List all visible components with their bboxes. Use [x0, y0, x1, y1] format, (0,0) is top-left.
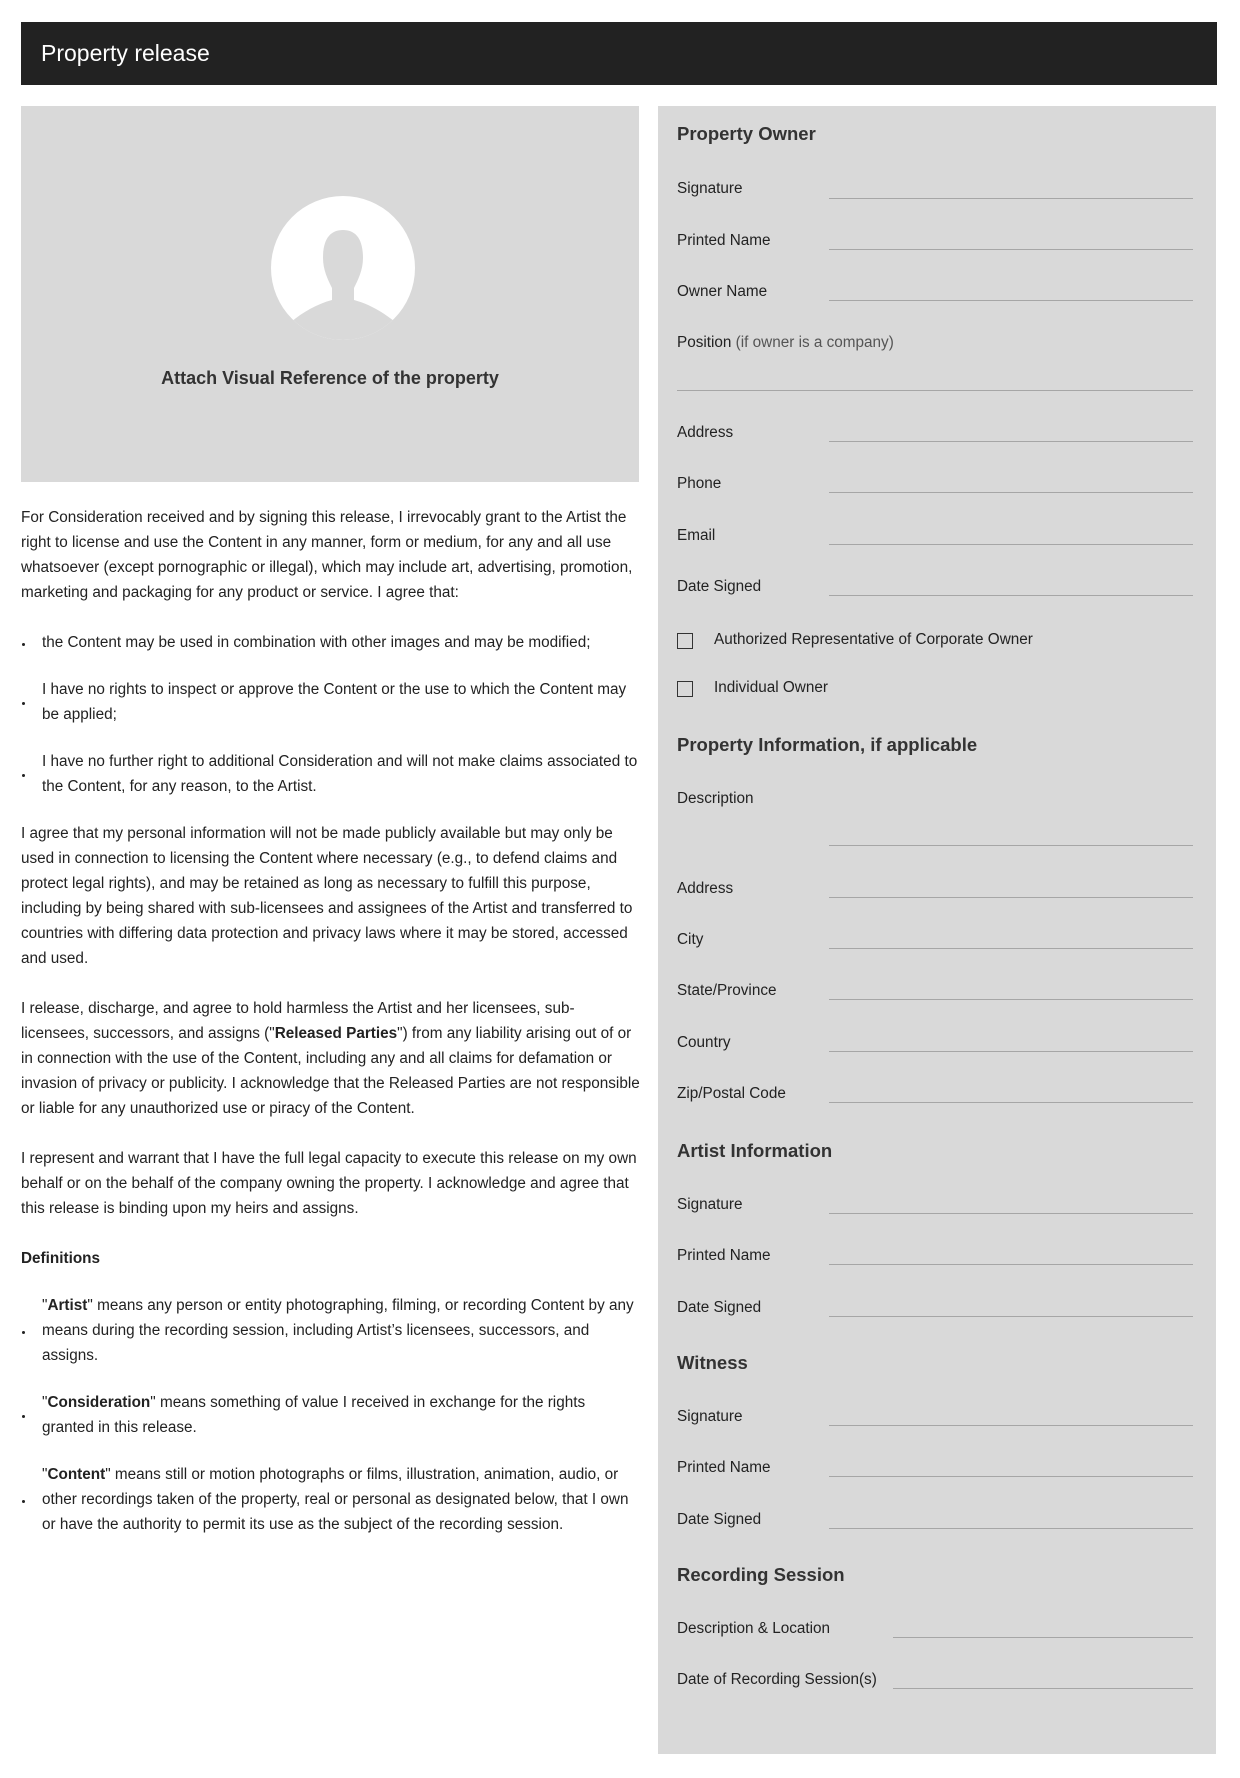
artist-date-signed-field[interactable]	[829, 1316, 1193, 1317]
definition-item: "Consideration" means something of value I received in exchange for the rights granted in this release.	[21, 1390, 641, 1440]
witness-date-signed-field[interactable]	[829, 1528, 1193, 1529]
visual-reference-caption: Attach Visual Reference of the property	[161, 368, 499, 388]
corporate-owner-checkbox-label: Authorized Representative of Corporate Owner	[714, 631, 1033, 648]
property-address-field[interactable]	[829, 897, 1193, 898]
witness-printed-name-label: Printed Name	[677, 1459, 771, 1476]
list-item: the Content may be used in combination with other images and may be modified;	[21, 630, 641, 655]
witness-signature-field[interactable]	[829, 1425, 1193, 1426]
artist-printed-name-field[interactable]	[829, 1264, 1193, 1265]
page-title: Property release	[41, 40, 210, 66]
individual-owner-checkbox[interactable]	[677, 681, 693, 697]
artist-section-title: Artist Information	[677, 1140, 833, 1161]
visual-reference-dropzone[interactable]	[21, 106, 639, 482]
session-description-label: Description & Location	[677, 1620, 831, 1637]
owner-address-field[interactable]	[829, 441, 1193, 442]
owner-printed-name-label: Printed Name	[677, 232, 771, 249]
owner-address-label: Address	[677, 424, 734, 441]
property-city-field[interactable]	[829, 948, 1193, 949]
session-description-field[interactable]	[893, 1637, 1193, 1638]
release-terms	[21, 505, 641, 1559]
owner-position-label: Position (if owner is a company)	[677, 334, 894, 351]
property-section-title: Property Information, if applicable	[677, 734, 978, 755]
witness-printed-name-field[interactable]	[829, 1476, 1193, 1477]
owner-section-title: Property Owner	[677, 123, 816, 144]
property-description-field[interactable]	[829, 845, 1193, 846]
owner-email-field[interactable]	[829, 544, 1193, 545]
property-state-label: State/Province	[677, 982, 777, 999]
artist-date-signed-label: Date Signed	[677, 1299, 762, 1316]
property-address-label: Address	[677, 880, 734, 897]
owner-signature-field[interactable]	[829, 198, 1193, 199]
property-zip-field[interactable]	[829, 1102, 1193, 1103]
definition-item: "Content" means still or motion photographs or films, illustration, animation, audio, or other recordings taken of the property, real or personal as designated below, that I own or have the authority to permit its use as the subject of the recording session.	[21, 1462, 641, 1537]
artist-signature-label: Signature	[677, 1196, 743, 1213]
artist-signature-field[interactable]	[829, 1213, 1193, 1214]
owner-printed-name-field[interactable]	[829, 249, 1193, 250]
property-country-label: Country	[677, 1034, 731, 1051]
session-dates-label: Date of Recording Session(s)	[677, 1671, 877, 1688]
owner-position-note: (if owner is a company)	[731, 334, 894, 351]
property-city-label: City	[677, 931, 704, 948]
list-item: I have no rights to inspect or approve the Content or the use to which the Content may be applied;	[21, 677, 641, 727]
individual-owner-checkbox-label: Individual Owner	[714, 679, 828, 696]
terms-intro: For Consideration received and by signing this release, I irrevocably grant to the Artist the right to license and use the Content in any manner, form or medium, for any and all use whatsoever (except pornographic or illegal), which may include art, advertising, promotion, marketing and packaging for any product or service. I agree that:	[21, 509, 633, 601]
property-zip-label: Zip/Postal Code	[677, 1085, 786, 1102]
owner-date-signed-field[interactable]	[829, 595, 1193, 596]
agree-list	[21, 630, 641, 799]
owner-name-field[interactable]	[829, 300, 1193, 301]
owner-phone-label: Phone	[677, 475, 722, 492]
definitions-title: Definitions	[21, 1250, 101, 1267]
terms-warrant: I represent and warrant that I have the full legal capacity to execute this release on my own behalf or on the behalf of the company owning the property. I acknowledge and agree that this release is binding upon my heirs and assigns.	[21, 1150, 637, 1217]
terms-privacy: I agree that my personal information will not be made publicly available but may only be used in connection to licensing the Content where necessary (e.g., to defend claims and protect legal rights), and may be retained as long as necessary to fulfill this purpose, including by being shared with sub-licensees and assignees of the Artist and transferred to countries with differing data protection and privacy laws where it may be stored, accessed and used.	[21, 825, 633, 967]
form-panel	[658, 106, 1216, 1754]
witness-date-signed-label: Date Signed	[677, 1511, 762, 1528]
released-parties-term: Released Parties	[274, 1025, 398, 1042]
definitions-list	[21, 1293, 641, 1537]
page-header	[21, 22, 1217, 85]
artist-printed-name-label: Printed Name	[677, 1247, 771, 1264]
property-description-label: Description	[677, 790, 754, 807]
witness-signature-label: Signature	[677, 1408, 743, 1425]
session-dates-field[interactable]	[893, 1688, 1193, 1689]
owner-phone-field[interactable]	[829, 492, 1193, 493]
list-item: I have no further right to additional Consideration and will not make claims associated to the Content, for any reason, to the Artist.	[21, 749, 641, 799]
owner-name-label: Owner Name	[677, 283, 768, 300]
session-section-title: Recording Session	[677, 1564, 845, 1585]
owner-email-label: Email	[677, 527, 716, 544]
witness-section-title: Witness	[677, 1352, 748, 1373]
terms-release: I release, discharge, and agree to hold harmless the Artist and her licensees, sub-licensees, successors, and assigns ("Released Parties") from any liability arising out of or in connection with the use of the Content, including any and all claims for defamation or invasion of privacy or publicity. I acknowledge that the Released Parties are not responsible or liable for any unauthorized use or piracy of the Content.	[21, 1000, 640, 1117]
owner-signature-label: Signature	[677, 180, 743, 197]
property-state-field[interactable]	[829, 999, 1193, 1000]
corporate-owner-checkbox[interactable]	[677, 633, 693, 649]
owner-position-field[interactable]	[677, 390, 1193, 391]
owner-date-signed-label: Date Signed	[677, 578, 762, 595]
person-placeholder-icon	[271, 196, 415, 340]
definition-item: "Artist" means any person or entity photographing, filming, or recording Content by any means during the recording session, including Artist’s licensees, successors, and assigns.	[21, 1293, 641, 1368]
property-country-field[interactable]	[829, 1051, 1193, 1052]
